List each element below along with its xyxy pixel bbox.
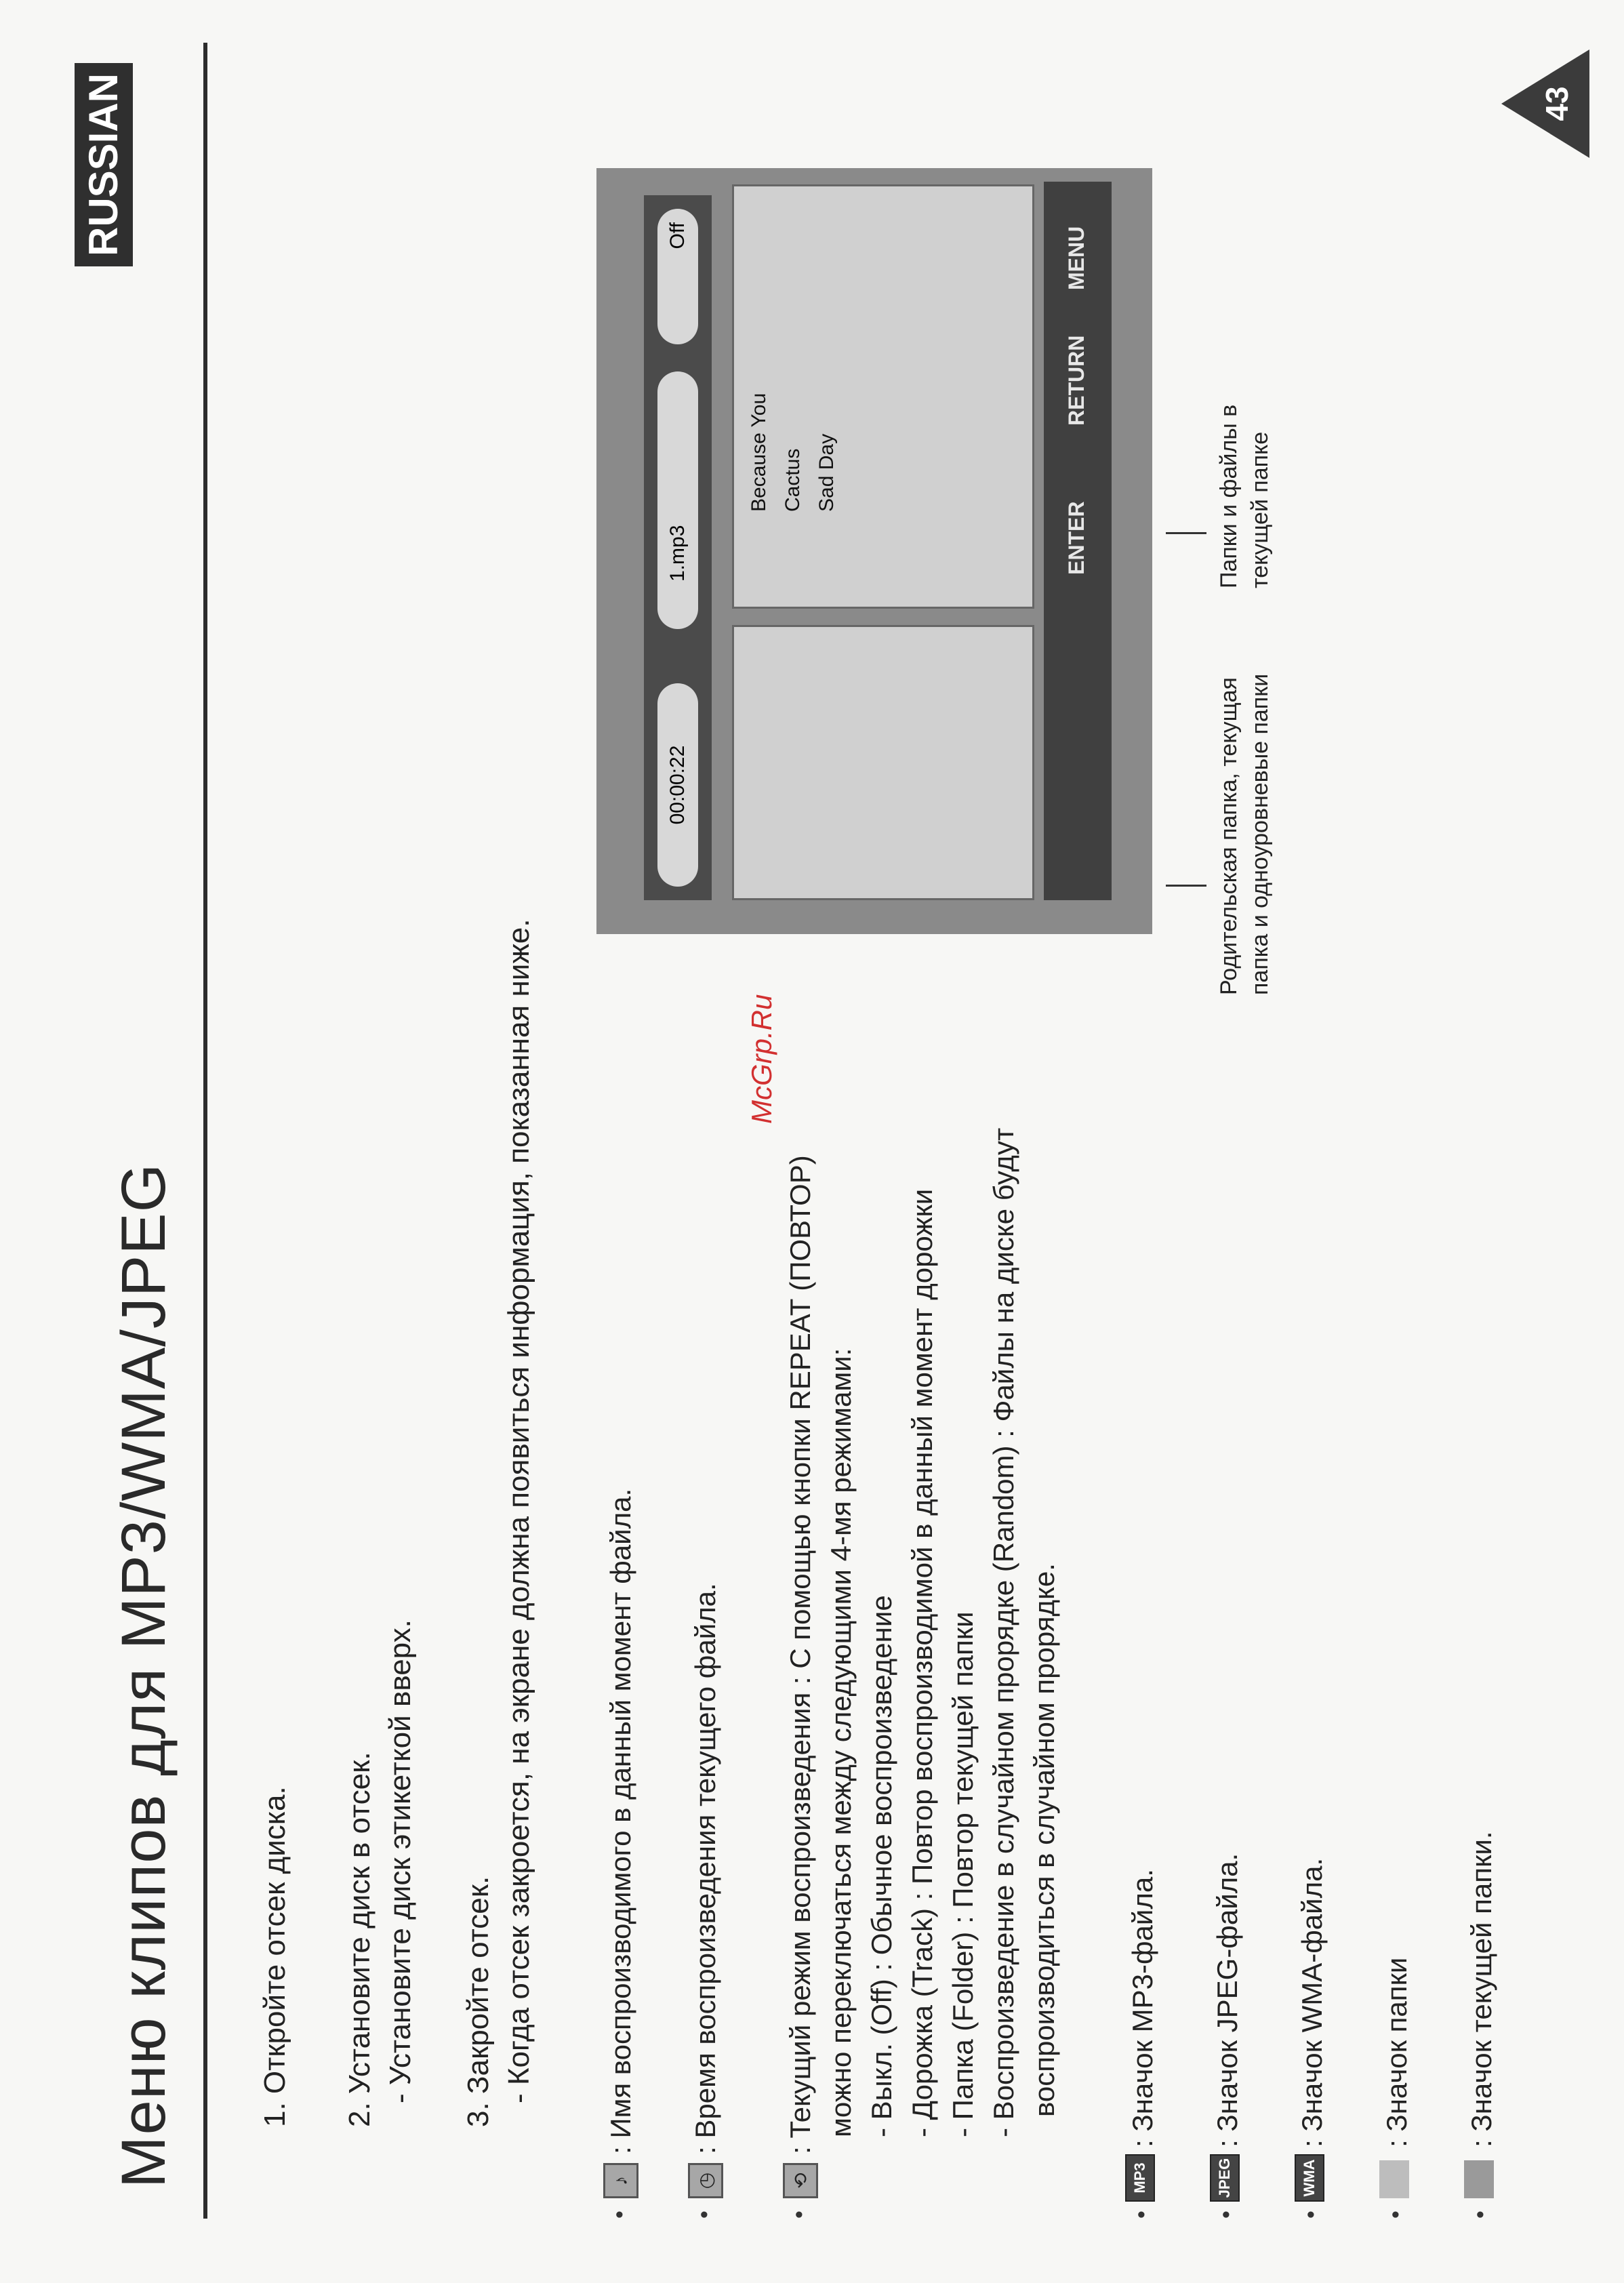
bullet: •: [1383, 2210, 1408, 2219]
step-3-note: - Когда отсек закроется, на экране должна появиться информация, показанная ниже.: [502, 918, 535, 2103]
legend-repeat-folder: - Папка (Folder) : Повтор текущей папки: [947, 1611, 979, 2137]
bullet: •: [1213, 2210, 1239, 2219]
legend-repeat-off: - Выкл. (Off) : Обычное воспроизведение: [866, 1595, 897, 2137]
bullet: •: [786, 2210, 812, 2219]
caption-left-2: папка и одноуровневые папки: [1247, 673, 1273, 995]
legend-repeat-track: - Дорожка (Track) : Повтор воспроизводимой в данный момент дорожки: [906, 1188, 938, 2137]
filename-display: 1.mp3: [657, 371, 698, 629]
legend-repeat-random-2: воспроизводиться в случайном прорядке.: [1028, 1563, 1060, 2117]
legend-wma: : Значок WMA-файла.: [1296, 1857, 1328, 2147]
legend-current-folder: : Значок текущей папки.: [1465, 1831, 1497, 2147]
step-2-note: - Установите диск этикеткой вверх.: [384, 1619, 417, 2103]
mp3-icon: MP3: [1125, 2154, 1155, 2202]
menu-button[interactable]: MENU: [1064, 226, 1089, 290]
wma-icon: WMA: [1295, 2154, 1324, 2202]
legend-time: : Время воспроизведения текущего файла.: [689, 1583, 721, 2154]
legend-repeat: : Текущий режим воспроизведения : С помощью кнопки REPEAT (ПОВТОР): [784, 1155, 816, 2154]
legend-folder: : Значок папки: [1381, 1957, 1413, 2147]
enter-button[interactable]: ENTER: [1064, 501, 1089, 575]
folder-icon: [1379, 2160, 1409, 2198]
watermark: McGrp.Ru: [746, 994, 777, 1124]
repeat-icon: ⟲: [783, 2163, 818, 2198]
return-button[interactable]: RETURN: [1064, 335, 1089, 426]
language-badge: RUSSIAN: [75, 63, 133, 266]
caption-right-1: Папки и файлы в: [1216, 404, 1242, 588]
file-item[interactable]: Because You: [748, 392, 770, 512]
step-3: 3. Закройте отсек.: [462, 1876, 495, 2127]
legend-mp3: : Значок MP3-файла.: [1126, 1869, 1158, 2147]
current-folder-icon: [1464, 2160, 1494, 2198]
title-rule: [203, 43, 207, 2219]
caption-left-1: Родительская папка, текущая: [1216, 677, 1242, 995]
speaker-icon: ♪: [603, 2163, 638, 2198]
page-title: Меню клипов для MP3/WMA/JPEG: [109, 1163, 178, 2188]
bullet: •: [1129, 2210, 1154, 2219]
step-2: 2. Установите диск в отсек.: [343, 1752, 376, 2127]
jpeg-icon: JPEG: [1210, 2154, 1240, 2202]
arrow-left: [1166, 885, 1206, 887]
bullet: •: [1467, 2210, 1493, 2219]
clock-icon: ◷: [688, 2163, 723, 2198]
bullet: •: [607, 2210, 632, 2219]
file-item[interactable]: Cactus: [781, 448, 804, 512]
time-display: 00:00:22: [657, 683, 698, 887]
arrow-right: [1166, 532, 1206, 534]
legend-filename: : Имя воспроизводимого в данный момент файла.: [605, 1488, 636, 2154]
repeat-display: Off: [657, 209, 698, 344]
step-1: 1. Откройте отсек диска.: [258, 1786, 291, 2127]
legend-jpeg: : Значок JPEG-файла.: [1211, 1853, 1243, 2147]
file-item[interactable]: Sad Day: [815, 433, 838, 512]
files-panel: [732, 184, 1034, 609]
screen-button-bar: [1044, 182, 1112, 900]
bullet: •: [691, 2210, 717, 2219]
caption-right-2: текущей папке: [1247, 431, 1273, 588]
bullet: •: [1298, 2210, 1324, 2219]
legend-repeat-random: - Воспроизведение в случайном прорядке (Random) : Файлы на диске будут: [988, 1127, 1019, 2137]
folders-panel: [732, 625, 1034, 900]
legend-repeat-line2: можно переключаться между следующими 4-мя режимами:: [825, 1348, 857, 2137]
page-number: 43: [1539, 86, 1575, 121]
